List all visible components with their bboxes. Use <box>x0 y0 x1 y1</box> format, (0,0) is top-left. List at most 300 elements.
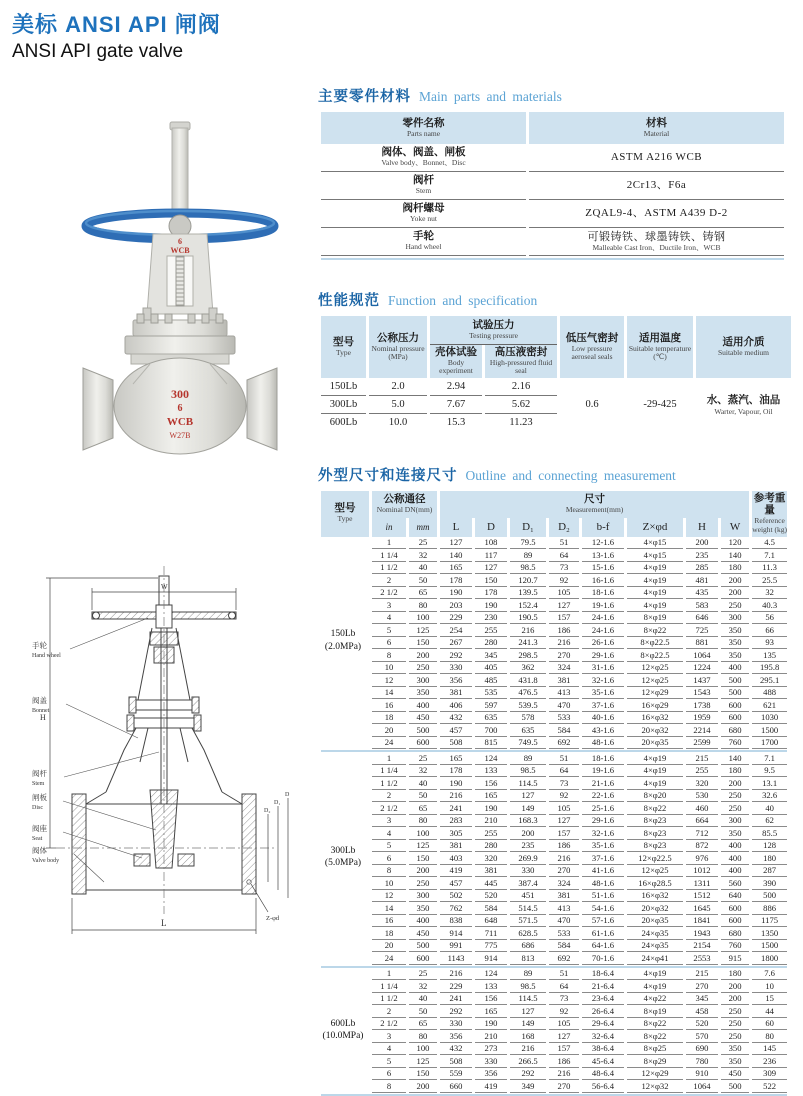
cell-weight: 80 <box>752 1030 787 1043</box>
cell-H: 1224 <box>686 662 718 675</box>
body-mark-material: WCB <box>166 416 194 428</box>
cell-H: 1959 <box>686 712 718 725</box>
cell-mm: 450 <box>409 712 437 725</box>
table-row <box>321 699 787 712</box>
cell-D2: 64 <box>549 980 579 993</box>
cell-L: 283 <box>440 815 472 828</box>
cell-D: 190 <box>475 1018 507 1031</box>
cell-D: 156 <box>475 993 507 1006</box>
section-outline-heading <box>318 467 796 485</box>
cell-mm: 65 <box>409 1018 437 1031</box>
cell-W: 680 <box>721 927 749 940</box>
label-seat-zh: 阀座 <box>32 824 47 833</box>
cell-D2: 105 <box>549 802 579 815</box>
cell-bf: 18-1.6 <box>582 752 624 765</box>
cell-Zd: 16×φ32 <box>627 890 683 903</box>
table-row <box>321 1055 787 1068</box>
cell-bf: 40-1.6 <box>582 712 624 725</box>
cell-D1: 216 <box>510 1043 546 1056</box>
valve-photo <box>55 116 305 454</box>
cell-Zd: 4×φ19 <box>627 587 683 600</box>
label-stem-zh: 阀杆 <box>32 769 47 778</box>
table-row <box>321 1005 787 1018</box>
cell-H: 881 <box>686 637 718 650</box>
cell-D1: 266.5 <box>510 1055 546 1068</box>
cell-D: 700 <box>475 724 507 737</box>
cell-bf: 24-1.6 <box>582 624 624 637</box>
cell-Zd: 8×φ22 <box>627 802 683 815</box>
table-row <box>321 1080 787 1093</box>
cell-D2: 533 <box>549 712 579 725</box>
cell-H: 646 <box>686 612 718 625</box>
cell-D: 330 <box>475 1055 507 1068</box>
cell-weight: 93 <box>752 637 787 650</box>
group-label-600lb: 600Lb (10.0MPa) <box>322 1018 364 1042</box>
cell-D2: 73 <box>549 993 579 1006</box>
table-row <box>321 902 787 915</box>
cell-D: 381 <box>475 865 507 878</box>
cell-L: 267 <box>440 637 472 650</box>
cell-W: 250 <box>721 1018 749 1031</box>
cell-L: 229 <box>440 980 472 993</box>
cell-D2: 381 <box>549 890 579 903</box>
cell-weight: 180 <box>752 852 787 865</box>
cell-D1: 127 <box>510 790 546 803</box>
table-row <box>321 662 787 675</box>
cell-Zd: 8×φ22.5 <box>627 637 683 650</box>
cell-L: 762 <box>440 902 472 915</box>
cell-L: 381 <box>440 840 472 853</box>
table-bottom-rule <box>321 256 784 260</box>
cell-W: 200 <box>721 993 749 1006</box>
cell-mm: 65 <box>409 802 437 815</box>
cell-L: 1143 <box>440 952 472 965</box>
table-row <box>321 144 784 172</box>
cell-D: 280 <box>475 637 507 650</box>
table-row <box>321 612 787 625</box>
cell-D2: 92 <box>549 574 579 587</box>
cell-H: 320 <box>686 777 718 790</box>
cell-L: 330 <box>440 662 472 675</box>
cell-bf: 26-1.6 <box>582 637 624 650</box>
cell-Zd: 4×φ19 <box>627 562 683 575</box>
medium-cell: 水、蒸汽、油品 Warter, Vapour, Oil <box>706 395 781 417</box>
col-header-temperature: 适用温度 Suitable temperature (℃) <box>627 316 693 378</box>
cell-bf: 31-1.6 <box>582 662 624 675</box>
cell-D: 356 <box>475 1068 507 1081</box>
cell-bf: 56-6.4 <box>582 1080 624 1093</box>
cell-L: 914 <box>440 927 472 940</box>
cell-in: 20 <box>372 724 406 737</box>
cell-mm: 100 <box>409 1043 437 1056</box>
dim-Zd: Z-φd <box>266 915 280 922</box>
type-cell: 150Lb <box>321 378 366 396</box>
cell-D1: 349 <box>510 1080 546 1093</box>
table-bottom-rule <box>321 431 791 433</box>
table-row <box>321 712 787 725</box>
cell-H: 458 <box>686 1005 718 1018</box>
cell-weight: 500 <box>752 890 787 903</box>
cell-L: 216 <box>440 968 472 981</box>
cell-weight: 85.5 <box>752 827 787 840</box>
cell-Zd: 12×φ25 <box>627 674 683 687</box>
cell-D: 255 <box>475 827 507 840</box>
body-mark-size: 6 <box>177 403 183 414</box>
cell-mm: 350 <box>409 687 437 700</box>
cell-Zd: 8×φ22 <box>627 1030 683 1043</box>
dim-D1: D₁ <box>274 800 281 806</box>
cell-W: 400 <box>721 840 749 853</box>
cell-mm: 125 <box>409 624 437 637</box>
group-150lb-body <box>321 537 787 750</box>
cell-H: 1064 <box>686 649 718 662</box>
cell-D: 345 <box>475 649 507 662</box>
cell-bf: 19-1.6 <box>582 765 624 778</box>
cell-mm: 50 <box>409 790 437 803</box>
cell-mm: 400 <box>409 915 437 928</box>
cell-H: 570 <box>686 1030 718 1043</box>
cell-bf: 37-1.6 <box>582 852 624 865</box>
cell-D: 230 <box>475 612 507 625</box>
cell-bf: 54-1.6 <box>582 902 624 915</box>
cell-D2: 584 <box>549 940 579 953</box>
label-body-en: Valve body <box>32 858 60 864</box>
body-test-cell: 7.67 <box>430 396 482 414</box>
cell-W: 250 <box>721 1030 749 1043</box>
cell-L: 419 <box>440 865 472 878</box>
cell-weight: 9.5 <box>752 765 787 778</box>
seal-cell: 5.62 <box>485 396 557 414</box>
cell-D1: 89 <box>510 752 546 765</box>
cell-H: 1738 <box>686 699 718 712</box>
cell-in: 10 <box>372 662 406 675</box>
col-header-Zd: Z×φd <box>627 518 683 537</box>
table-row <box>321 927 787 940</box>
cell-W: 350 <box>721 1043 749 1056</box>
cell-D2: 64 <box>549 765 579 778</box>
cell-bf: 61-1.6 <box>582 927 624 940</box>
cell-D1: 686 <box>510 940 546 953</box>
cell-L: 508 <box>440 737 472 750</box>
cell-H: 1311 <box>686 877 718 890</box>
cell-D1: 451 <box>510 890 546 903</box>
cell-H: 2154 <box>686 940 718 953</box>
cell-L: 292 <box>440 1005 472 1018</box>
cell-bf: 25-1.6 <box>582 802 624 815</box>
cell-Zd: 4×φ19 <box>627 777 683 790</box>
cell-L: 432 <box>440 1043 472 1056</box>
cell-in: 16 <box>372 699 406 712</box>
cell-bf: 48-6.4 <box>582 1068 624 1081</box>
cell-W: 300 <box>721 612 749 625</box>
cell-D: 320 <box>475 852 507 865</box>
cell-weight: 195.8 <box>752 662 787 675</box>
cell-H: 200 <box>686 537 718 550</box>
cell-bf: 64-1.6 <box>582 940 624 953</box>
cell-bf: 16-1.6 <box>582 574 624 587</box>
materials-header-row <box>321 112 784 144</box>
cell-mm: 40 <box>409 562 437 575</box>
cell-Zd: 24×φ35 <box>627 927 683 940</box>
col-header-medium: 适用介质 Suitable medium <box>696 316 791 378</box>
cell-mm: 100 <box>409 827 437 840</box>
cell-L: 356 <box>440 674 472 687</box>
cell-bf: 48-1.6 <box>582 737 624 750</box>
col-header-nominal-pressure: 公称压力 Nominal pressure (MPa) <box>369 316 427 378</box>
cell-D2: 73 <box>549 777 579 790</box>
cell-Zd: 20×φ32 <box>627 902 683 915</box>
cell-D2: 692 <box>549 737 579 750</box>
valve-photo-art <box>55 116 305 454</box>
table-row <box>321 802 787 815</box>
cell-W: 350 <box>721 624 749 637</box>
cell-H: 976 <box>686 852 718 865</box>
cell-H: 435 <box>686 587 718 600</box>
cell-bf: 26-6.4 <box>582 1005 624 1018</box>
cell-mm: 40 <box>409 777 437 790</box>
cell-Zd: 16×φ29 <box>627 699 683 712</box>
cell-weight: 287 <box>752 865 787 878</box>
cell-Zd: 4×φ19 <box>627 752 683 765</box>
cell-Zd: 20×φ35 <box>627 915 683 928</box>
cell-in: 12 <box>372 890 406 903</box>
cell-W: 600 <box>721 712 749 725</box>
cell-L: 432 <box>440 712 472 725</box>
cell-D1: 98.5 <box>510 562 546 575</box>
table-row <box>321 687 787 700</box>
cell-D2: 186 <box>549 624 579 637</box>
cell-H: 345 <box>686 993 718 1006</box>
dim-header-row-1 <box>321 491 787 518</box>
cell-H: 1543 <box>686 687 718 700</box>
cell-bf: 22-1.6 <box>582 790 624 803</box>
cell-H: 2553 <box>686 952 718 965</box>
type-cell: 300Lb <box>321 396 366 414</box>
cell-H: 1943 <box>686 927 718 940</box>
cell-bf: 32-1.6 <box>582 674 624 687</box>
page-title-zh: 美标 ANSI API 闸阀 <box>12 12 221 37</box>
cell-D2: 157 <box>549 612 579 625</box>
cell-Zd: 20×φ32 <box>627 724 683 737</box>
cell-L: 305 <box>440 827 472 840</box>
cell-weight: 1800 <box>752 952 787 965</box>
cell-in: 1 <box>372 752 406 765</box>
cell-L: 127 <box>440 537 472 550</box>
cell-bf: 32-1.6 <box>582 827 624 840</box>
cell-weight: 66 <box>752 624 787 637</box>
cell-mm: 500 <box>409 940 437 953</box>
cell-D1: 269.9 <box>510 852 546 865</box>
cell-bf: 19-1.6 <box>582 599 624 612</box>
cell-W: 120 <box>721 537 749 550</box>
cell-weight: 309 <box>752 1068 787 1081</box>
cell-in: 1 1/2 <box>372 562 406 575</box>
table-row <box>321 587 787 600</box>
valve-drawing-art <box>28 552 310 984</box>
yoke-mark-size: 6 <box>178 237 182 246</box>
cell-Zd: 4×φ22 <box>627 993 683 1006</box>
cell-D1: 120.7 <box>510 574 546 587</box>
cell-mm: 150 <box>409 1068 437 1081</box>
cell-weight: 40.3 <box>752 599 787 612</box>
page-header <box>12 8 221 63</box>
cell-L: 838 <box>440 915 472 928</box>
dim-L: L <box>161 918 167 928</box>
materials-heading-en: Main parts and materials <box>419 89 562 104</box>
cell-in: 24 <box>372 737 406 750</box>
cell-weight: 145 <box>752 1043 787 1056</box>
cell-bf: 15-1.6 <box>582 562 624 575</box>
cell-D1: 571.5 <box>510 915 546 928</box>
cell-D1: 362 <box>510 662 546 675</box>
cell-weight: 15 <box>752 993 787 1006</box>
cell-weight: 1350 <box>752 927 787 940</box>
cell-weight: 295.1 <box>752 674 787 687</box>
cell-bf: 12-1.6 <box>582 537 624 550</box>
cell-D1: 149 <box>510 802 546 815</box>
col-header-D2: D₂ <box>549 518 579 537</box>
cell-weight: 10 <box>752 980 787 993</box>
cell-mm: 200 <box>409 1080 437 1093</box>
dim-H: H <box>40 713 46 722</box>
dimensions-table <box>318 491 790 1096</box>
cell-L: 991 <box>440 940 472 953</box>
cell-mm: 350 <box>409 902 437 915</box>
cell-bf: 29-1.6 <box>582 815 624 828</box>
table-bottom-rule <box>321 1093 787 1096</box>
cell-Zd: 4×φ19 <box>627 574 683 587</box>
col-header-dn: 公称通径 Nominal DN(mm) <box>372 491 437 518</box>
cell-in: 5 <box>372 1055 406 1068</box>
cell-W: 200 <box>721 777 749 790</box>
cell-W: 400 <box>721 852 749 865</box>
dim-D2: D₂ <box>264 808 271 814</box>
cell-D: 133 <box>475 980 507 993</box>
section-materials-heading <box>318 88 796 106</box>
cell-mm: 80 <box>409 1030 437 1043</box>
cell-D2: 51 <box>549 752 579 765</box>
cell-bf: 57-1.6 <box>582 915 624 928</box>
cell-in: 14 <box>372 902 406 915</box>
table-row <box>321 980 787 993</box>
cell-D1: 89 <box>510 549 546 562</box>
cell-weight: 522 <box>752 1080 787 1093</box>
cell-W: 640 <box>721 890 749 903</box>
cell-D1: 578 <box>510 712 546 725</box>
col-header-D: D <box>475 518 507 537</box>
cell-L: 178 <box>440 574 472 587</box>
part-name-cell: 手轮 Hand wheel <box>321 228 526 256</box>
cell-H: 255 <box>686 765 718 778</box>
type-cell: 600Lb <box>329 416 358 428</box>
cell-Zd: 12×φ29 <box>627 1068 683 1081</box>
material-cell: ZQAL9-4、ASTM A439 D-2 <box>529 200 784 228</box>
cell-W: 500 <box>721 674 749 687</box>
cell-bf: 45-6.4 <box>582 1055 624 1068</box>
cell-W: 180 <box>721 968 749 981</box>
cell-bf: 29-6.4 <box>582 1018 624 1031</box>
cell-W: 180 <box>721 562 749 575</box>
table-row <box>321 1043 787 1056</box>
cell-H: 1645 <box>686 902 718 915</box>
cell-D2: 381 <box>549 674 579 687</box>
table-row <box>321 737 787 750</box>
yoke-mark-material: WCB <box>170 246 190 255</box>
spec-header-row-1 <box>321 316 791 345</box>
cell-W: 140 <box>721 549 749 562</box>
cell-L: 178 <box>440 765 472 778</box>
cell-weight: 32 <box>752 587 787 600</box>
cell-Zd: 8×φ23 <box>627 840 683 853</box>
part-name-cell: 阀体、阀盖、闸板 Valve body、Bonnet、Disc <box>321 144 526 172</box>
cell-weight: 7.1 <box>752 549 787 562</box>
dim-header-row-2 <box>321 518 787 537</box>
cell-D1: 749.5 <box>510 737 546 750</box>
cell-L: 229 <box>440 612 472 625</box>
cell-W: 300 <box>721 815 749 828</box>
cell-mm: 100 <box>409 612 437 625</box>
cell-D2: 216 <box>549 637 579 650</box>
cell-mm: 40 <box>409 993 437 1006</box>
cell-D: 210 <box>475 1030 507 1043</box>
cell-W: 250 <box>721 790 749 803</box>
cell-D1: 79.5 <box>510 537 546 550</box>
material-cell: 可锻铸铁、球墨铸铁、铸钢 Malleable Cast Iron、Ductile Iron、WCB <box>529 228 784 256</box>
cell-D1: 168 <box>510 1030 546 1043</box>
cell-D: 178 <box>475 587 507 600</box>
cell-D2: 157 <box>549 827 579 840</box>
table-row <box>321 1030 787 1043</box>
cell-in: 8 <box>372 865 406 878</box>
cell-Zd: 24×φ35 <box>627 940 683 953</box>
cell-W: 350 <box>721 649 749 662</box>
cell-bf: 18-6.4 <box>582 968 624 981</box>
cell-D: 648 <box>475 915 507 928</box>
cell-mm: 300 <box>409 890 437 903</box>
cell-in: 16 <box>372 915 406 928</box>
cell-W: 250 <box>721 599 749 612</box>
cell-in: 6 <box>372 637 406 650</box>
cell-D1: 476.5 <box>510 687 546 700</box>
cell-D: 405 <box>475 662 507 675</box>
cell-D: 190 <box>475 802 507 815</box>
cell-Zd: 8×φ22 <box>627 624 683 637</box>
nominal-cell: 5.0 <box>369 396 427 414</box>
cell-D1: 127 <box>510 1005 546 1018</box>
spec-heading-zh: 性能规范 <box>318 293 380 309</box>
group-300lb-body <box>321 752 787 965</box>
cell-in: 3 <box>372 1030 406 1043</box>
cell-L: 559 <box>440 1068 472 1081</box>
body-mark-class: 300 <box>171 387 189 401</box>
cell-D1: 431.8 <box>510 674 546 687</box>
cell-H: 215 <box>686 968 718 981</box>
cell-D1: 114.5 <box>510 777 546 790</box>
dim-W: W <box>161 583 168 591</box>
label-handwheel-en: Hand wheel <box>32 653 61 659</box>
cell-mm: 32 <box>409 765 437 778</box>
cell-mm: 500 <box>409 724 437 737</box>
outline-heading-en: Outline and connecting measurement <box>465 467 676 483</box>
cell-Zd: 8×φ23 <box>627 815 683 828</box>
cell-L: 330 <box>440 1018 472 1031</box>
cell-D: 584 <box>475 902 507 915</box>
cell-W: 680 <box>721 724 749 737</box>
cell-mm: 450 <box>409 927 437 940</box>
cell-weight: 390 <box>752 877 787 890</box>
col-header-in: in <box>372 518 406 537</box>
cell-D: 635 <box>475 712 507 725</box>
